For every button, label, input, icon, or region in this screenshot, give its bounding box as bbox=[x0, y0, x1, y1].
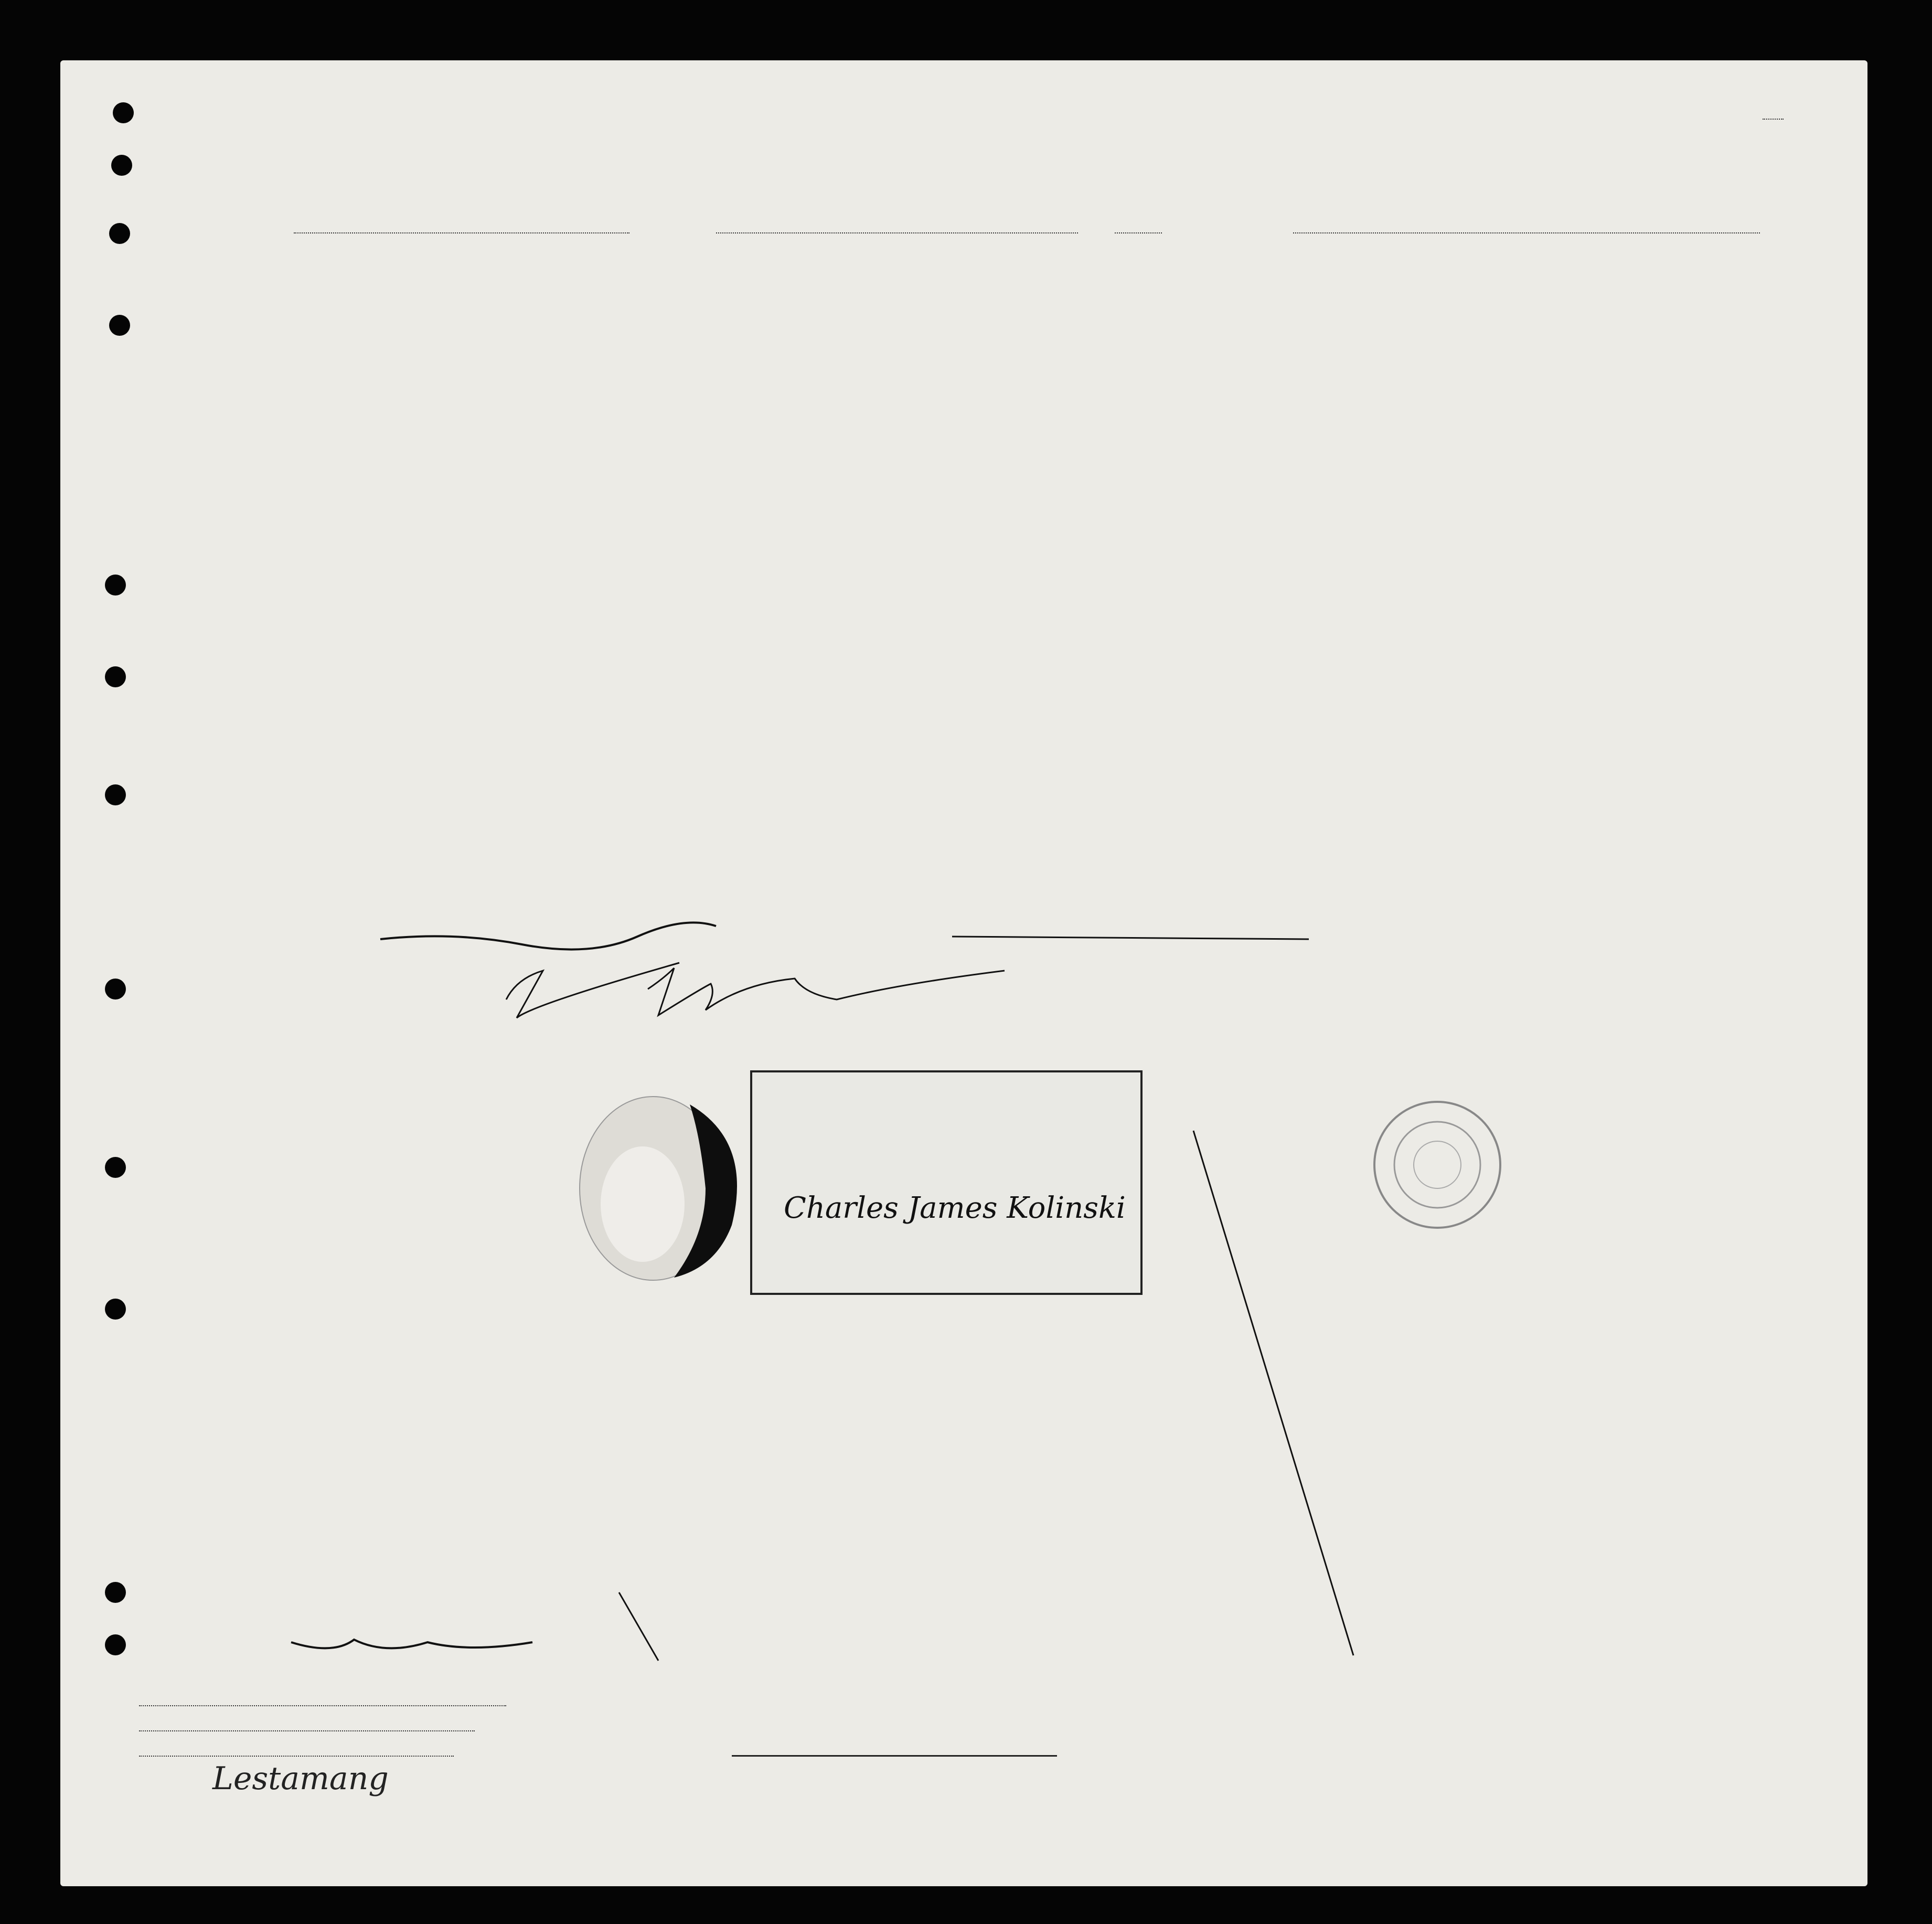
cancellation-strokes bbox=[60, 60, 1867, 1886]
consul-signature-icon: Charles James Kolinski bbox=[784, 1191, 1126, 1225]
manifest-sheet bbox=[60, 60, 1867, 1886]
agent-signature-icon: Lestamang bbox=[212, 1760, 389, 1797]
